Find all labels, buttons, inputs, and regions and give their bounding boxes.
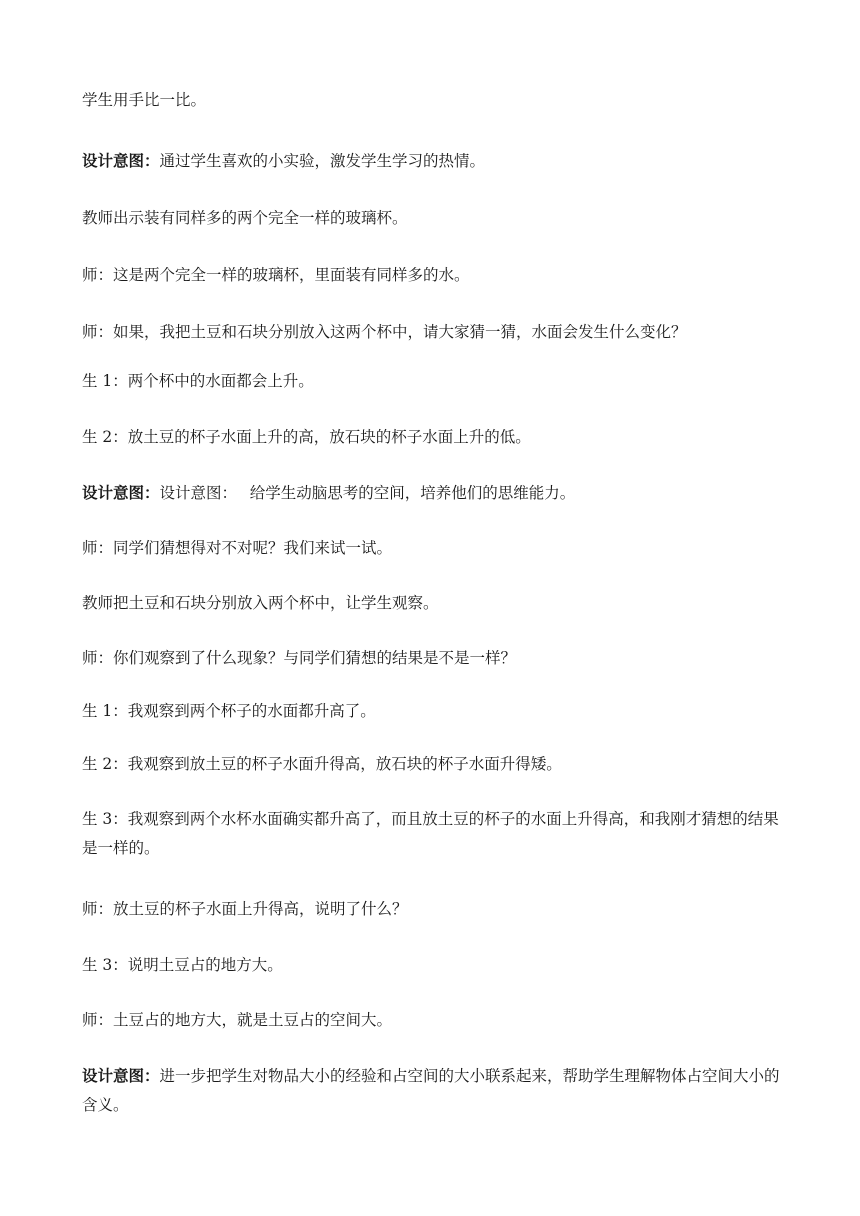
paragraph-11: 师：你们观察到了什么现象？与同学们猜想的结果是不是一样？: [82, 649, 517, 667]
design-intent-label: 设计意图：: [82, 484, 160, 502]
paragraph-7: 生 2：放土豆的杯子水面上升的高，放石块的杯子水面上升的低。: [82, 428, 531, 446]
paragraph-13: 生 2：我观察到放土豆的杯子水面升得高，放石块的杯子水面升得矮。: [82, 755, 562, 773]
paragraph-6: 生 1：两个杯中的水面都会上升。: [82, 372, 314, 390]
design-intent-label: 设计意图：: [82, 152, 160, 170]
paragraph-2: 设计意图：通过学生喜欢的小实验，激发学生学习的热情。: [82, 152, 486, 170]
paragraph-15: 师：放土豆的杯子水面上升得高，说明了什么？: [82, 900, 408, 918]
paragraph-14: 生 3：我观察到两个水杯水面确实都升高了，而且放土豆的杯子的水面上升得高，和我刚才猜想的结果是一样的。: [82, 810, 779, 857]
paragraph-8: 设计意图：设计意图： 给学生动脑思考的空间，培养他们的思维能力。: [82, 484, 576, 502]
paragraph-12: 生 1：我观察到两个杯子的水面都升高了。: [82, 702, 376, 720]
paragraph-3: 教师出示装有同样多的两个完全一样的玻璃杯。: [82, 209, 408, 227]
paragraph-1: 学生用手比一比。: [82, 91, 207, 109]
paragraph-4: 师：这是两个完全一样的玻璃杯，里面装有同样多的水。: [82, 266, 470, 284]
paragraph-16: 生 3：说明土豆占的地方大。: [82, 956, 283, 974]
paragraph-17: 师：土豆占的地方大，就是土豆占的空间大。: [82, 1011, 393, 1029]
paragraph-9: 师：同学们猜想得对不对呢？我们来试一试。: [82, 539, 393, 557]
paragraph-10: 教师把土豆和石块分别放入两个杯中，让学生观察。: [82, 594, 439, 612]
paragraph-18: 设计意图：进一步把学生对物品大小的经验和占空间的大小联系起来，帮助学生理解物体占空间大小的含义。: [82, 1067, 780, 1114]
design-intent-label: 设计意图：: [82, 1067, 160, 1085]
paragraph-5: 师：如果，我把土豆和石块分别放入这两个杯中，请大家猜一猜，水面会发生什么变化？: [82, 323, 687, 341]
